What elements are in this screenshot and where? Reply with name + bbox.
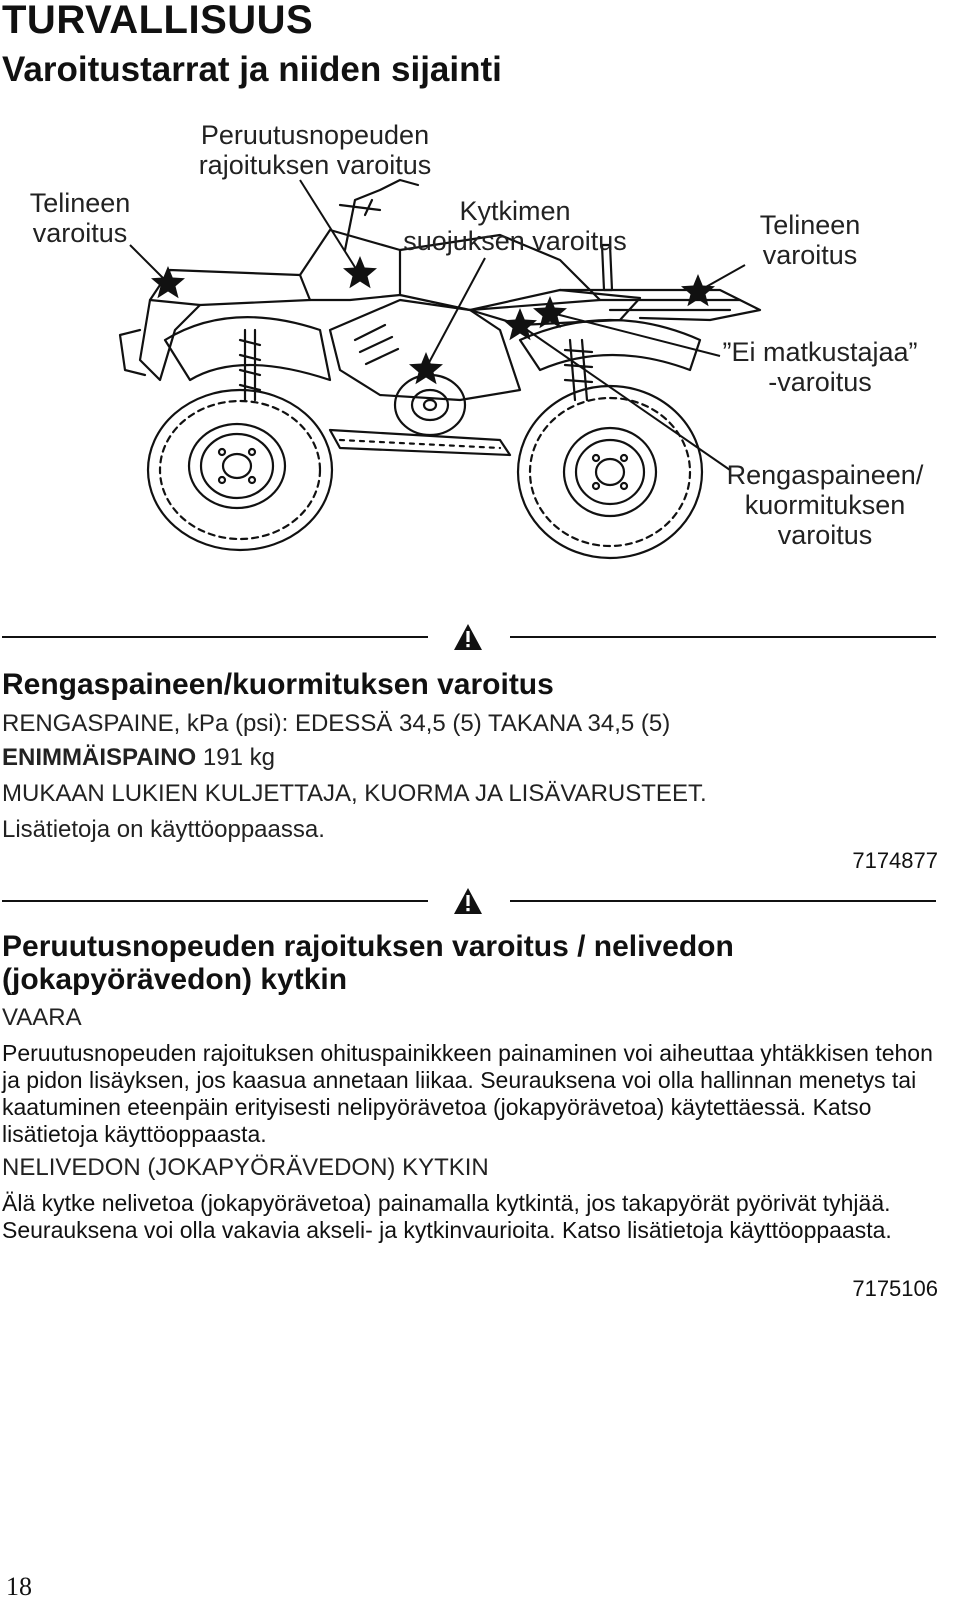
label-line: -varoitus [768, 367, 872, 397]
section-title-tire: Rengaspaineen/kuormituksen varoitus [2, 668, 554, 701]
reverse-override-paragraph: Peruutusnopeuden rajoituksen ohituspainikkeen painaminen voi aiheuttaa yhtäkkisen tehon ja pidon lisäyksen, jos kaasua annetaan liikaa. Seurauksena voi olla hallinnan menetys tai kaatuminen eteenpäin erityisesti nelipyörävetoa (jokapyörävetoa) käytettäessä. Katso lisätietoja käyttöoppaasta. [2, 1040, 933, 1147]
label-line: varoitus [762, 240, 858, 270]
warning-triangle-icon [453, 887, 483, 915]
label-reverse-speed-warning [170, 120, 460, 180]
front-wheel [148, 390, 332, 550]
section-title-reverse [2, 930, 734, 996]
label-rack-rear-warning [740, 210, 880, 270]
label-line: Telineen [759, 210, 861, 240]
label-switch-guard-warning [380, 196, 650, 256]
page-title: TURVALLISUUS [2, 0, 314, 42]
title-line: Peruutusnopeuden rajoituksen varoitus / nelivedon [2, 930, 734, 963]
warning-triangle-icon [453, 623, 483, 651]
awd-switch-paragraph: Älä kytke nelivetoa (jokapyörävetoa) painamalla kytkintä, jos takapyörät pyörivät tyhjää. Seurauksena voi olla vakavia akseli- ja kytkinvaurioita. Katso lisätietoja käyttöoppaasta. [2, 1190, 892, 1243]
max-load-label: ENIMMÄISPAINO [2, 744, 197, 771]
label-line: varoitus [32, 218, 128, 248]
label-line: Rengaspaineen/ [726, 460, 924, 490]
tire-pressure-line: RENGASPAINE, kPa (psi): EDESSÄ 34,5 (5) TAKANA 34,5 (5) [2, 710, 671, 737]
label-line: Kytkimen [459, 196, 571, 226]
label-line: ”Ei matkustajaa” [722, 337, 918, 367]
divider [2, 636, 428, 638]
label-no-passenger-warning [700, 337, 940, 397]
title-line: (jokapyörävedon) kytkin [2, 963, 348, 996]
label-line: rajoituksen varoitus [198, 150, 432, 180]
awd-switch-heading: NELIVEDON (JOKAPYÖRÄVEDON) KYTKIN [2, 1154, 489, 1181]
label-line: varoitus [777, 520, 873, 550]
rear-wheel [518, 386, 702, 558]
divider [510, 900, 936, 902]
page-number: 18 [6, 1572, 32, 1601]
label-tire-pressure-warning [705, 460, 945, 550]
part-number: 7175106 [852, 1276, 938, 1301]
label-line: suojuksen varoitus [403, 226, 627, 256]
page-subtitle: Varoitustarrat ja niiden sijainti [2, 50, 502, 89]
load-includes-line: MUKAAN LUKIEN KULJETTAJA, KUORMA JA LISÄVARUSTEET. [2, 780, 707, 807]
label-line: Peruutusnopeuden [200, 120, 430, 150]
manual-note-line: Lisätietoja on käyttöoppaassa. [2, 816, 325, 843]
label-line: Telineen [29, 188, 131, 218]
max-load-line [2, 744, 275, 772]
divider [2, 900, 428, 902]
max-load-value: 191 kg [196, 744, 275, 771]
part-number: 7174877 [852, 848, 938, 873]
label-rack-front-warning [10, 188, 150, 248]
divider [510, 636, 936, 638]
danger-label: VAARA [2, 1004, 82, 1031]
label-line: kuormituksen [744, 490, 906, 520]
